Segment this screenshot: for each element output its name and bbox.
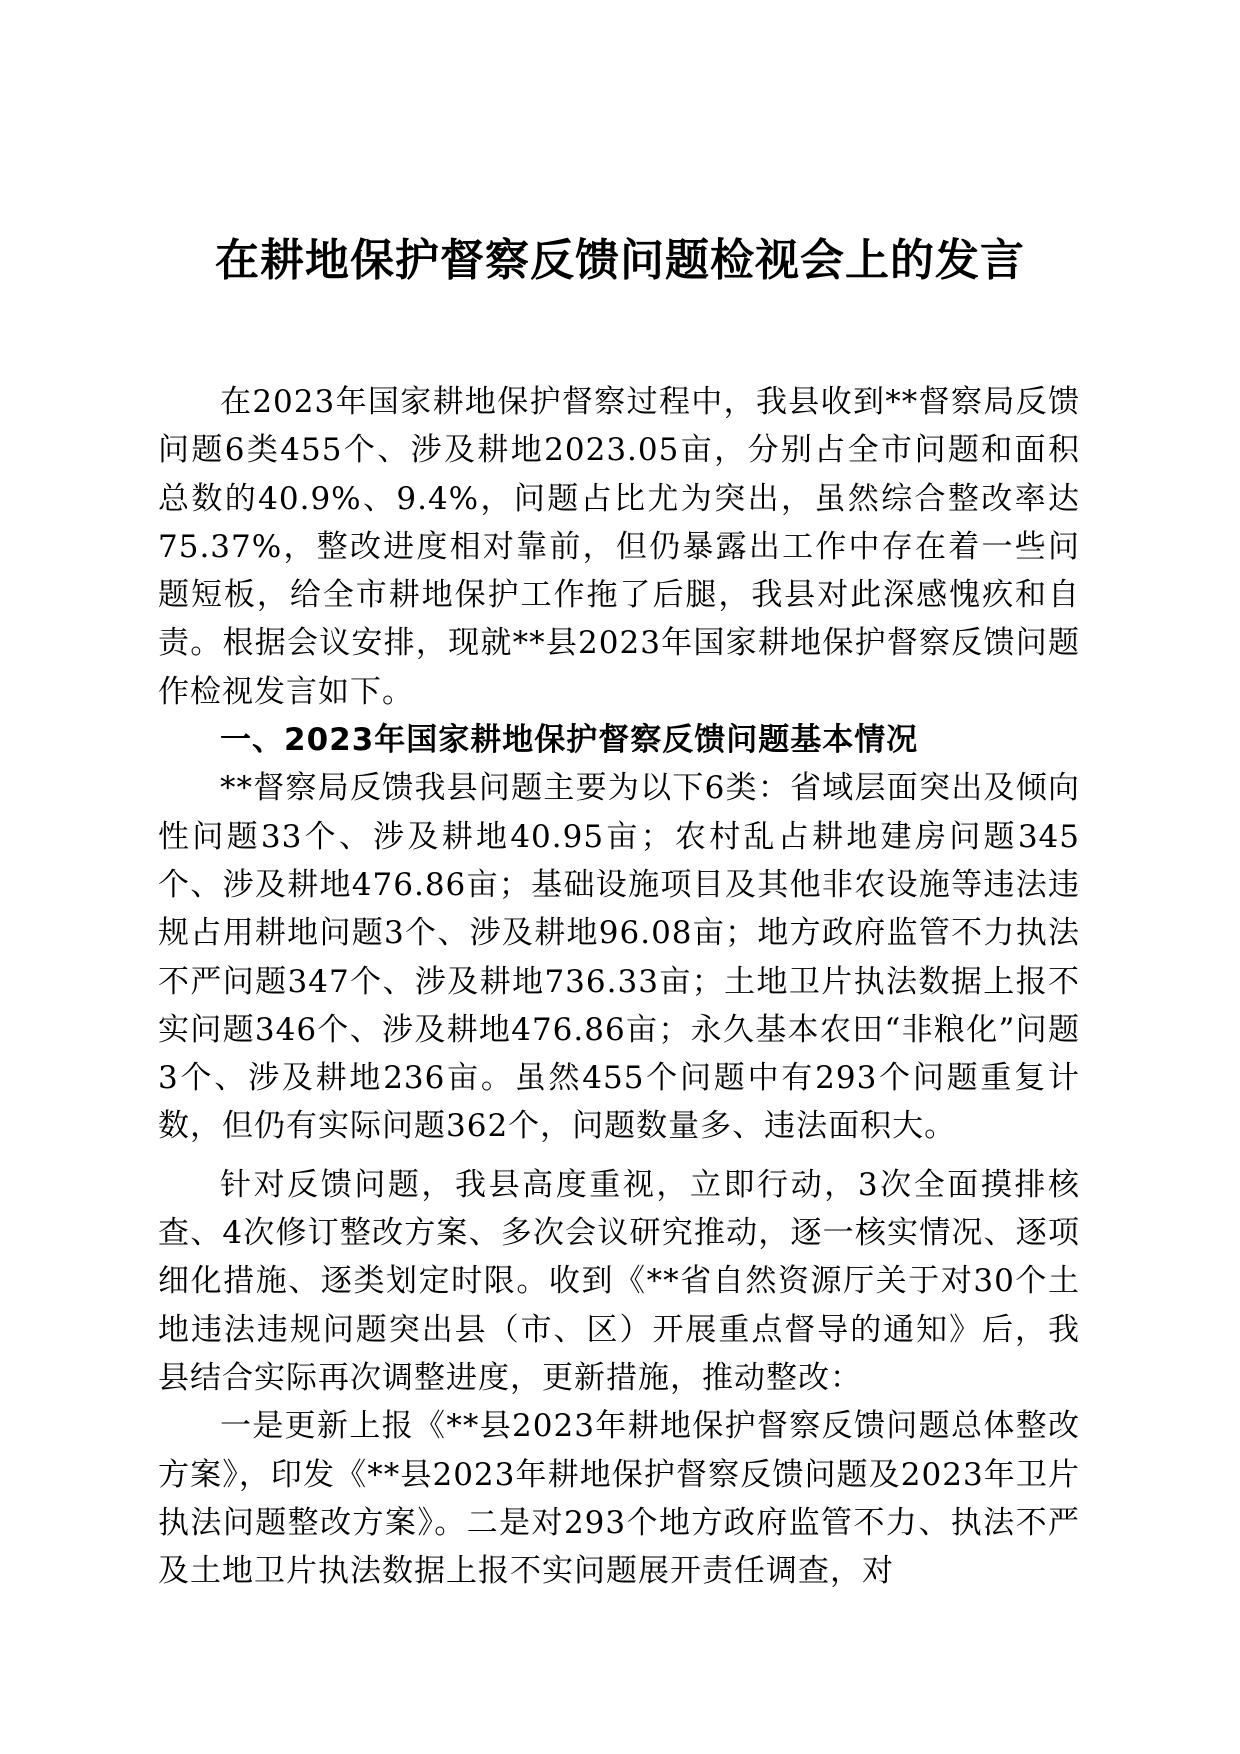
section1-paragraph-3: 一是更新上报《**县2023年耕地保护督察反馈问题总体整改方案》，印发《**县2023年耕地保护督察反馈问题及2023年卫片执法问题整改方案》。二是对293个地方政府监管不力、执法不严及土地卫片执法数据上报不实问题展开责任调查，对 <box>158 1408 1080 1590</box>
section1-paragraph-1: **督察局反馈我县问题主要为以下6类：省域层面突出及倾向性问题33个、涉及耕地40.95亩；农村乱占耕地建房问题345个、涉及耕地476.86亩；基础设施项目及其他非农设施等违法违规占用耕地问题3个、涉及耕地96.08亩；地方政府监管不力执法不严问题347个、涉及耕地736.33亩；土地卫片执法数据上报不实问题346个、涉及耕地476.86亩；永久基本农田“非粮化”问题3个、涉及耕地236亩。虽然455个问题中有293个问题重复计数，但仍有实际问题362个，问题数量多、违法面积大。 <box>158 770 1080 1145</box>
document-title: 在耕地保护督察反馈问题检视会上的发言 <box>215 235 1025 286</box>
section1-paragraph-2: 针对反馈问题，我县高度重视，立即行动，3次全面摸排核查、4次修订整改方案、多次会议研究推动，逐一核实情况、逐项细化措施、逐类划定时限。收到《**省自然资源厅关于对30个土地违法违规问题突出县（市、区）开展重点督导的通知》后，我县结合实际再次调整进度，更新措施，推动整改： <box>158 1166 1080 1396</box>
intro-paragraph: 在2023年国家耕地保护督察过程中，我县收到**督察局反馈问题6类455个、涉及耕地2023.05亩，分别占全市问题和面积总数的40.9%、9.4%，问题占比尤为突出，虽然综合整改率达75.37%，整改进度相对靠前，但仍暴露出工作中存在着一些问题短板，给全市耕地保护工作拖了后腿，我县对此深感愧疚和自责。根据会议安排，现就**县2023年国家耕地保护督察反馈问题作检视发言如下。 <box>158 384 1080 710</box>
section-heading-1: 一、2023年国家耕地保护督察反馈问题基本情况 <box>220 722 919 759</box>
document-body <box>158 378 1080 1595</box>
